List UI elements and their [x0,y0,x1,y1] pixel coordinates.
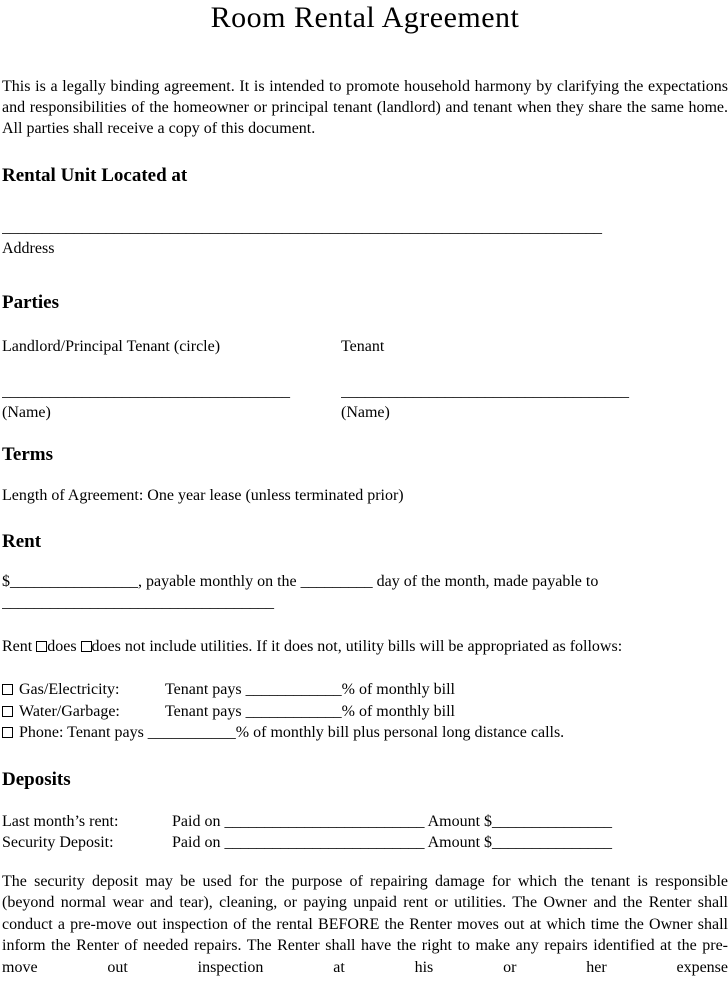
address-blank-field[interactable]: ___________________________________________________________________________ [2,219,602,236]
utility-row-water-garbage [2,701,728,723]
security-deposit-label: Security Deposit: [2,833,114,851]
water-garbage-label: Water/Garbage: [19,702,120,720]
security-deposit-paragraph: The security deposit may be used for the purpose of repairing damage for which the tenant is responsible (beyond normal wear and tear), cleaning, or paying unpaid rent or utilities. The Owner and the Renter shall conduct a pre-move out inspection of the rental BEFORE the Renter moves out at which time the Owner shall inform the Renter of needed repairs. The Renter shall have the right to make any repairs identified at the pre-move out inspection at his or her expense [2,872,728,976]
section-heading-terms: Terms [2,444,54,465]
landlord-label: Landlord/Principal Tenant (circle) [2,338,221,355]
address-label: Address [2,240,55,257]
gas-electricity-label: Gas/Electricity: [19,681,120,698]
water-garbage-fill[interactable]: Tenant pays ____________% of monthly bill [165,702,455,720]
tenant-name-caption: (Name) [341,404,390,421]
parties-name-blanks-row [2,381,728,402]
checkbox-phone[interactable] [2,727,13,738]
utility-row-gas-electricity [2,679,728,701]
rent-fill-in-lines [2,571,728,613]
section-heading-parties: Parties [2,292,59,313]
section-heading-deposits: Deposits [2,768,71,790]
deposit-row-last-month-rent [2,811,728,832]
deposit-rows [2,811,728,853]
checkbox-gas-electricity[interactable] [2,684,13,695]
section-heading-rental-unit: Rental Unit Located at [2,165,188,186]
last-month-rent-label: Last month’s rent: [2,812,119,830]
document-title: Room Rental Agreement [210,1,520,34]
checkbox-rent-does-not[interactable] [81,641,92,652]
security-deposit-fields[interactable]: Paid on _________________________ Amount $_______________ [172,833,613,851]
section-heading-rent: Rent [2,531,42,552]
checkbox-rent-does[interactable] [36,641,47,652]
utility-row-phone [2,722,728,744]
rent-payable-to-field[interactable]: __________________________________ [2,594,274,611]
length-of-agreement-line: Length of Agreement: One year lease (unless terminated prior) [2,487,404,504]
landlord-name-field[interactable]: ____________________________________ [2,383,290,400]
intro-paragraph: This is a legally binding agreement. It is intended to promote household harmony by clarifying the expectations and responsibilities of the homeowner or principal tenant (landlord) and tenant when they share the same home. All parties shall receive a copy of this document. [2,78,728,137]
deposit-row-security-deposit [2,832,728,853]
checkbox-water-garbage[interactable] [2,706,13,717]
tenant-name-field[interactable]: ____________________________________ [341,383,629,400]
phone-fill[interactable]: Phone: Tenant pays ___________% of monthly bill plus personal long distance calls. [19,724,565,741]
utility-rows [2,679,728,744]
utilities-sentence [2,636,728,657]
tenant-label: Tenant [341,338,385,355]
utilities-does-label: does [47,638,81,655]
parties-name-captions-row [2,402,728,423]
rent-amount-line[interactable]: $________________, payable monthly on the _________ day of the month, made payable to [2,573,599,590]
last-month-rent-fields[interactable]: Paid on _________________________ Amount $_______________ [172,812,613,830]
utilities-does-not-label: does not include utilities. If it does not, utility bills will be appropriated as follows: [91,638,623,655]
landlord-name-caption: (Name) [2,404,51,421]
parties-labels-row [2,336,728,357]
gas-electricity-fill[interactable]: Tenant pays ____________% of monthly bill [165,681,455,698]
utilities-sentence-pre: Rent [2,638,37,655]
